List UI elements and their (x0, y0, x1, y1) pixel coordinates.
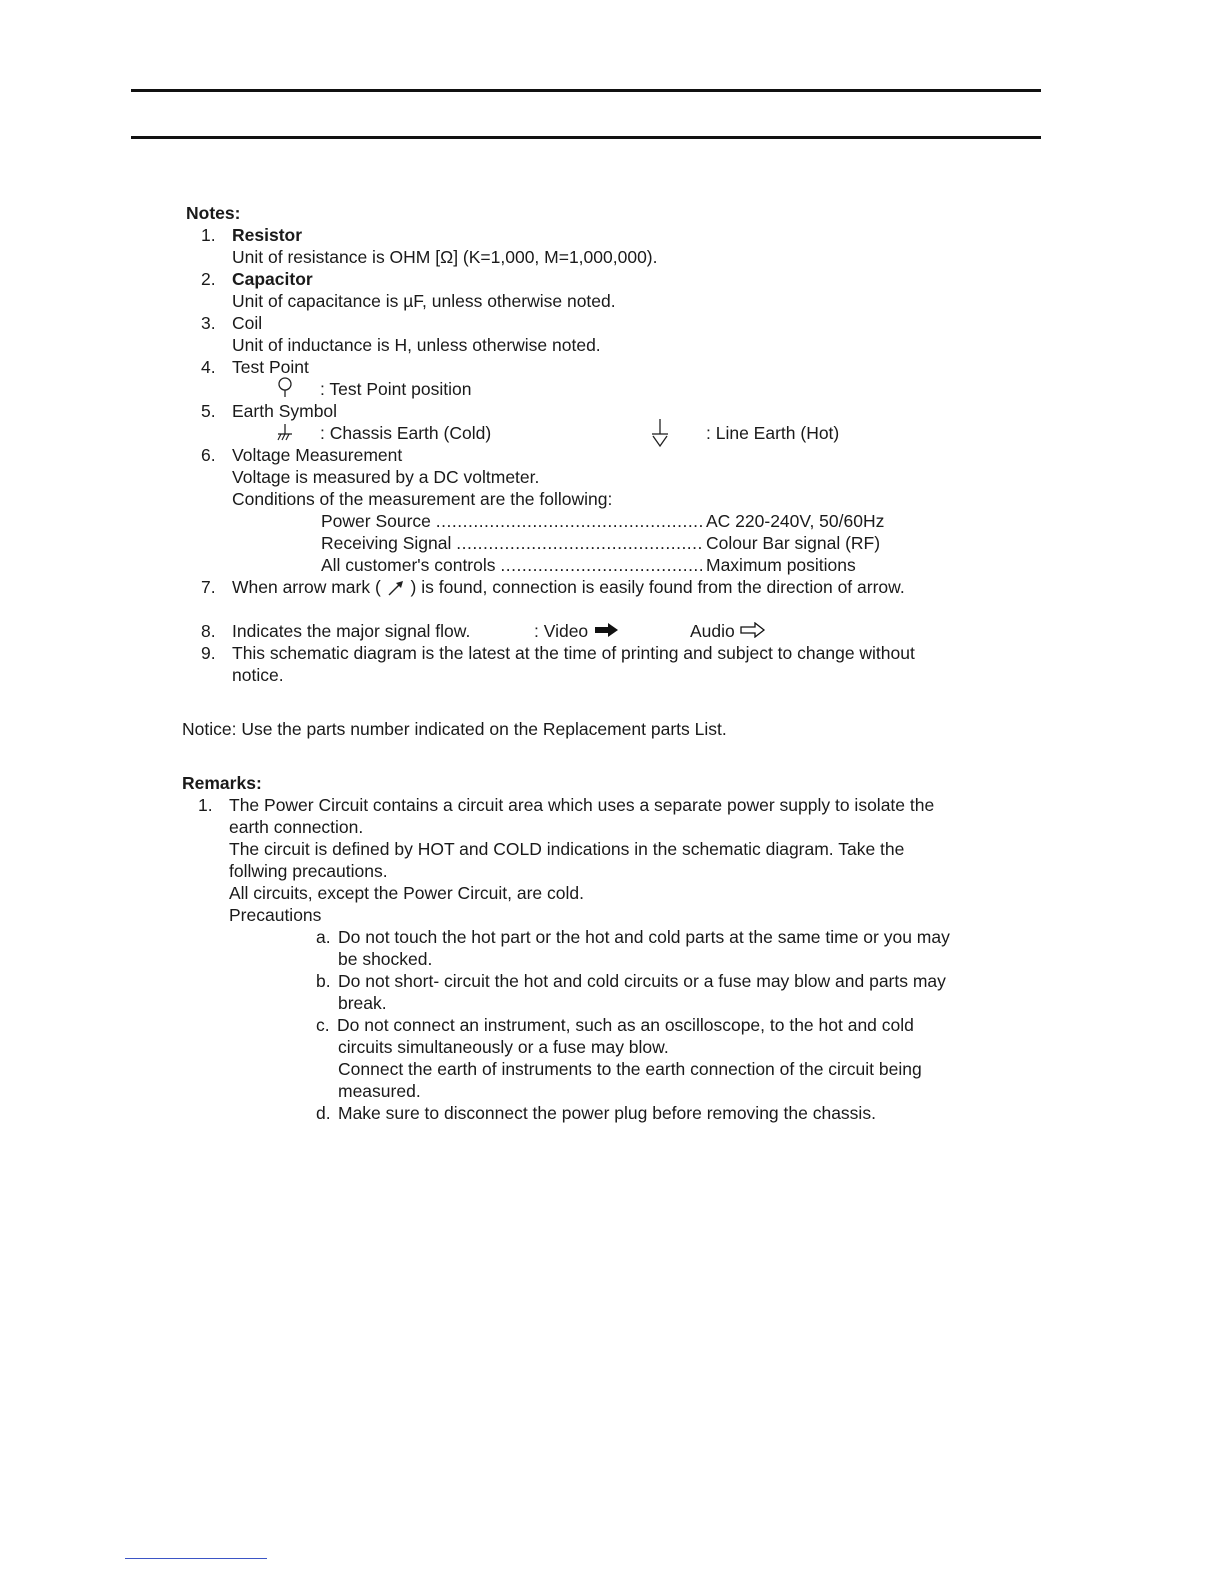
precaution-b-letter: b. (316, 971, 331, 991)
audio-label: Audio (690, 621, 735, 641)
precaution-line: Make sure to disconnect the power plug before removing the chassis. (338, 1103, 876, 1123)
condition-row (321, 510, 704, 532)
notes-heading: Notes: (186, 203, 241, 223)
note-8-text: Indicates the major signal flow. (232, 621, 471, 641)
note-9-line1: This schematic diagram is the latest at the time of printing and subject to change without (232, 643, 915, 663)
note-6-number: 6. (201, 445, 216, 465)
note-7-text-before: When arrow mark ( (232, 577, 381, 597)
precaution-line: measured. (338, 1081, 421, 1101)
precaution-a-letter: a. (316, 927, 331, 947)
note-6-title: Voltage Measurement (232, 445, 403, 465)
precaution-d-letter: d. (316, 1103, 331, 1123)
note-9-line2: notice. (232, 665, 284, 685)
condition-row (321, 532, 703, 554)
note-7-text-after: ) is found, connection is easily found from the direction of arrow. (410, 577, 905, 597)
precaution-line: Connect the earth of instruments to the earth connection of the circuit being (338, 1059, 922, 1079)
note-2-number: 2. (201, 269, 216, 289)
condition-value: Maximum positions (706, 555, 856, 575)
test-point-text: : Test Point position (320, 379, 472, 399)
condition-dots: .............................................. (456, 533, 703, 553)
remark-1-number: 1. (198, 795, 213, 815)
note-3-text: Unit of inductance is H, unless otherwise noted. (232, 335, 601, 355)
condition-label: Receiving Signal (321, 533, 452, 553)
remark-line: The Power Circuit contains a circuit area which uses a separate power supply to isolate the (229, 795, 935, 815)
footer-rule (125, 1558, 267, 1559)
remarks-heading: Remarks: (182, 773, 262, 793)
remark-line: The circuit is defined by HOT and COLD indications in the schematic diagram. Take the (229, 839, 905, 859)
note-3-title: Coil (232, 313, 263, 333)
note-7-text (232, 576, 905, 598)
chassis-earth-icon (276, 422, 294, 442)
note-2-text: Unit of capacitance is µF, unless otherwise noted. (232, 291, 616, 311)
precaution-line: be shocked. (338, 949, 433, 969)
note-6-line1: Voltage is measured by a DC voltmeter. (232, 467, 540, 487)
remark-line: Precautions (229, 905, 322, 925)
condition-label: All customer's controls (321, 555, 496, 575)
note-5-title: Earth Symbol (232, 401, 338, 421)
note-8-number: 8. (201, 621, 216, 641)
note-1-number: 1. (201, 225, 216, 245)
condition-dots: ...................................... (500, 555, 705, 575)
audio-arrow-icon (740, 622, 766, 638)
note-6-line2: Conditions of the measurement are the following: (232, 489, 613, 509)
note-2-title: Capacitor (232, 269, 313, 289)
note-1-title: Resistor (232, 225, 303, 245)
note-7-number: 7. (201, 577, 216, 597)
remark-line: follwing precautions. (229, 861, 388, 881)
connection-arrow-icon (386, 579, 406, 597)
note-3-number: 3. (201, 313, 216, 333)
precaution-c-letter: c. (316, 1015, 330, 1035)
remark-line: earth connection. (229, 817, 364, 837)
notice-text: Notice: Use the parts number indicated on the Replacement parts List. (182, 719, 727, 739)
precaution-line: Do not touch the hot part or the hot and cold parts at the same time or you may (338, 927, 950, 947)
precaution-line: break. (338, 993, 387, 1013)
note-4-title: Test Point (232, 357, 309, 377)
note-4-number: 4. (201, 357, 216, 377)
remark-line: All circuits, except the Power Circuit, are cold. (229, 883, 584, 903)
precaution-line: Do not short- circuit the hot and cold circuits or a fuse may blow and parts may (338, 971, 946, 991)
second-rule (131, 136, 1041, 139)
note-1-text: Unit of resistance is OHM [Ω] (K=1,000, M=1,000,000). (232, 247, 658, 267)
top-rule (131, 89, 1041, 92)
condition-value: Colour Bar signal (RF) (706, 533, 881, 553)
condition-label: Power Source (321, 511, 431, 531)
condition-dots: .................................................. (435, 511, 704, 531)
precaution-line: circuits simultaneously or a fuse may blow. (338, 1037, 669, 1057)
test-point-icon (276, 376, 294, 398)
line-earth-text: : Line Earth (Hot) (706, 423, 840, 443)
line-earth-icon (650, 418, 670, 448)
note-5-number: 5. (201, 401, 216, 421)
precaution-line: Do not connect an instrument, such as an oscilloscope, to the hot and cold (337, 1015, 914, 1035)
video-label: : Video (534, 621, 589, 641)
chassis-earth-text: : Chassis Earth (Cold) (320, 423, 492, 443)
note-9-number: 9. (201, 643, 216, 663)
condition-value: AC 220-240V, 50/60Hz (706, 511, 885, 531)
video-arrow-icon (594, 622, 620, 638)
condition-row (321, 554, 704, 576)
